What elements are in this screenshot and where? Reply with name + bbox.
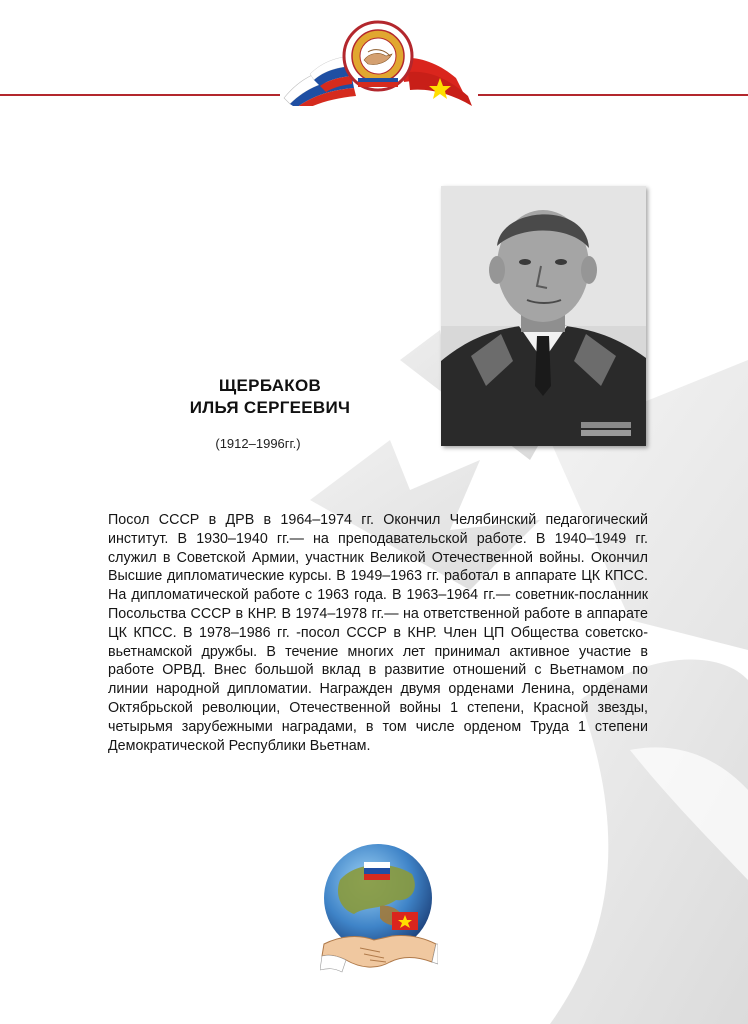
person-surname: ЩЕРБАКОВ [218,376,322,395]
biography-text: Посол СССР в ДРВ в 1964–1974 гг. Окончил Челябинский педагогический институт. В 1930–1940 гг.— на преподавательской работе. В 1940–1949 гг. служил в Советской Армии, участник Великой Отечественной войны. Окончил Высшие дипломатические курсы. В 1949–1963 гг. работал в аппарате ЦК КПСС. На дипломатической работе с 1963 года. В 1963–1964 гг.— советник-посланник Посольства СССР в КНР. В 1974–1978 гг.— на ответственной работе в аппарате ЦК КПСС. В 1978–1986 гг. -посол СССР в КНР. Член ЦП Общества советско-вьетнамской дружбы. В течение многих лет принимал активное участие в работе ОРВД. Внес большой вклад в развитие отношений с Вьетнамом по линии народной дипломатии. Награжден двумя орденами Ленина, орденами Октябрьской революции, Отечественной войны 1 степени, Красной звезды, четырьмя зарубежными наградами, в том числе орденом Труда 1 степени Демократической Республики Вьетнам. [108,512,648,754]
header-rule-right [478,94,748,96]
portrait-photo [441,186,646,446]
person-life-years: (1912–1996гг.) [215,436,301,451]
friendship-emblem-icon [280,16,476,106]
person-given-names: ИЛЬЯ СЕРГЕЕВИЧ [189,398,351,417]
globe-handshake-logo-icon [320,840,438,978]
header-rule-left [0,94,280,96]
person-name [170,375,370,419]
